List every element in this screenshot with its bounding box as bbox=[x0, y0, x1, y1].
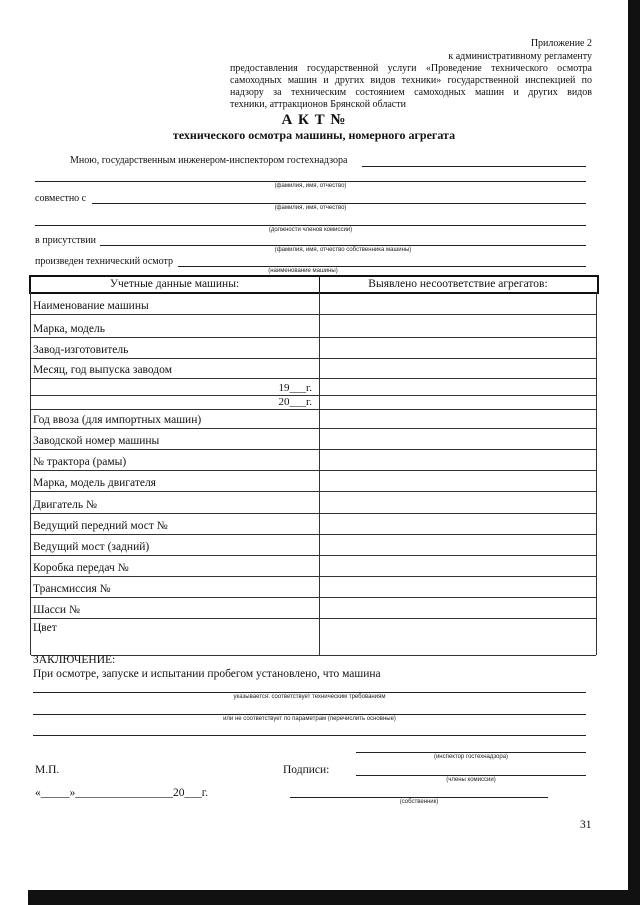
appendix-title: Приложение 2 bbox=[530, 38, 592, 49]
appendix-line: техники, аттракционов Брянской области bbox=[230, 99, 406, 110]
table-row-line bbox=[31, 470, 596, 471]
appendix-line: предоставления государственной услуги «Проведение технического осмотра bbox=[230, 63, 592, 74]
table-row-line bbox=[31, 449, 596, 450]
table-row-label: Двигатель № bbox=[33, 499, 97, 511]
table-row-label: Ведущий передний мост № bbox=[33, 520, 168, 532]
table-row-line bbox=[31, 576, 596, 577]
table-row-line bbox=[31, 491, 596, 492]
page-number: 31 bbox=[580, 819, 592, 831]
fill-line bbox=[33, 735, 586, 736]
table-row-label: Год ввоза (для импортных машин) bbox=[33, 414, 202, 426]
intro-inspection: произведен технический осмотр bbox=[35, 256, 173, 267]
fill-line bbox=[178, 266, 586, 267]
intro-presence: в присутствии bbox=[35, 235, 96, 246]
table-row-label: Шасси № bbox=[33, 604, 80, 616]
caption-inspector: (инспектор гостехнадзора) bbox=[433, 754, 509, 760]
caption-fio: (фамилия, имя, отчество) bbox=[274, 183, 347, 189]
table-row-label: Цвет bbox=[33, 622, 57, 634]
appendix-line: самоходных машин и других видов техники» государственной инспекцией по bbox=[230, 75, 592, 86]
table-row-line bbox=[31, 513, 596, 514]
table-row-label: Коробка передач № bbox=[33, 562, 129, 574]
caption-machine: (наименование машины) bbox=[268, 268, 338, 274]
conclusion-title: ЗАКЛЮЧЕНИЕ: bbox=[33, 654, 116, 666]
act-title: А К Т № bbox=[281, 112, 347, 128]
fill-line bbox=[356, 775, 586, 776]
table-bottom-border bbox=[31, 655, 596, 656]
table-row-line bbox=[31, 534, 596, 535]
caption-owner: (фамилия, имя, отчество собственника машины) bbox=[274, 247, 412, 253]
fill-line bbox=[92, 203, 586, 204]
table-row-label: Заводской номер машины bbox=[33, 435, 160, 447]
table-row-label: Завод-изготовитель bbox=[33, 344, 129, 356]
table-row-label: Марка, модель bbox=[33, 323, 105, 335]
table-divider bbox=[319, 292, 320, 655]
table-row-label: 19___г. bbox=[278, 382, 312, 394]
signatures-label: Подписи: bbox=[283, 764, 330, 776]
date-field: «_____»_________________20___г. bbox=[35, 787, 209, 799]
table-row-label: Марка, модель двигателя bbox=[33, 477, 156, 489]
table-col-machine-data: Учетные данные машины: bbox=[109, 278, 240, 290]
act-subtitle: технического осмотра машины, номерного агрегата bbox=[172, 128, 456, 142]
table-right-border bbox=[596, 292, 597, 655]
table-col-discrepancies: Выявлено несоответствие агрегатов: bbox=[368, 278, 548, 290]
table-row-label: Трансмиссия № bbox=[33, 583, 111, 595]
appendix-line: надзору за техническим состоянием самоходных машин и других видов bbox=[230, 87, 592, 98]
intro-inspector: Мною, государственным инженером-инспектором гостехнадзора bbox=[70, 155, 348, 166]
table-row-label: № трактора (рамы) bbox=[33, 456, 127, 468]
fill-line bbox=[35, 225, 586, 226]
caption-owner-sign: (собственник) bbox=[399, 799, 439, 805]
table-row-line bbox=[31, 409, 596, 410]
table-row-line bbox=[31, 314, 596, 315]
table-row-line bbox=[31, 428, 596, 429]
caption-fio: (фамилия, имя, отчество) bbox=[274, 205, 347, 211]
table-row-label: Месяц, год выпуска заводом bbox=[33, 364, 172, 376]
fill-line bbox=[33, 692, 586, 693]
appendix-line: к административному регламенту bbox=[448, 51, 592, 62]
table-row-label: 20___г. bbox=[278, 396, 312, 408]
table-row-line bbox=[31, 337, 596, 338]
table-row-line bbox=[31, 555, 596, 556]
table-row-line bbox=[31, 358, 596, 359]
fill-line bbox=[100, 245, 586, 246]
caption-members: (члены комиссии) bbox=[446, 777, 496, 783]
table-row-line bbox=[31, 395, 596, 396]
fill-line bbox=[33, 714, 586, 715]
table-row-line bbox=[31, 378, 596, 379]
table-left-border bbox=[30, 292, 31, 655]
caption-commission: (должности членов комиссии) bbox=[268, 227, 353, 233]
seal-mark: М.П. bbox=[35, 764, 60, 776]
intro-jointly: совместно с bbox=[35, 193, 87, 204]
table-row-line bbox=[31, 597, 596, 598]
caption-complies: указывается: соответствует техническим требованиям bbox=[233, 694, 386, 700]
fill-line bbox=[290, 797, 548, 798]
fill-line bbox=[356, 752, 586, 753]
fill-line bbox=[35, 181, 586, 182]
scan-edge-right bbox=[628, 0, 640, 905]
scan-edge-bottom bbox=[28, 890, 640, 905]
caption-not-complies: или не соответствует по параметрам (перечислить основные) bbox=[223, 716, 396, 722]
fill-line bbox=[362, 166, 586, 167]
table-row-line bbox=[31, 618, 596, 619]
table-row-label: Наименование машины bbox=[33, 300, 149, 312]
conclusion-text: При осмотре, запуске и испытании пробегом установлено, что машина bbox=[33, 668, 381, 680]
table-row-label: Ведущий мост (задний) bbox=[33, 541, 150, 553]
